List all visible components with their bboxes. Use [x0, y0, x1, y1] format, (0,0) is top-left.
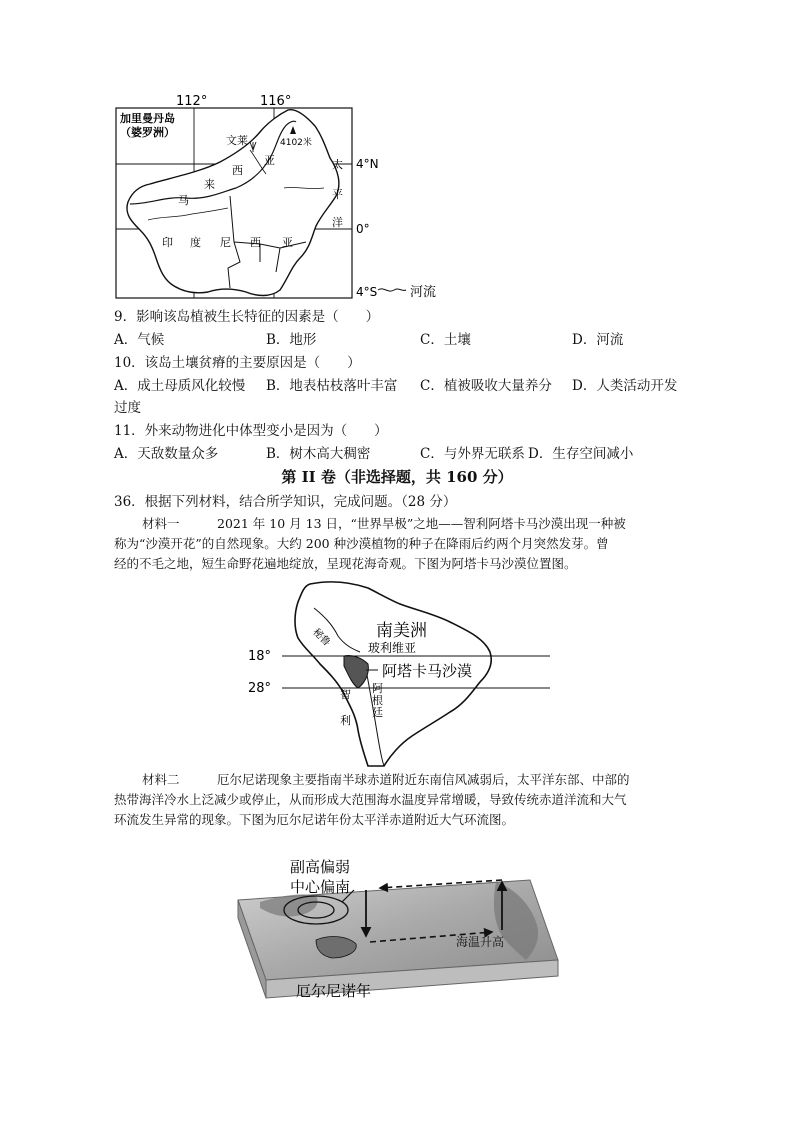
indonesia-char-2: 度 — [190, 236, 201, 249]
el-nino-figure — [230, 852, 570, 1002]
subtropical-high-label-1: 副高偏弱 — [290, 858, 351, 876]
lat-18-label: 18° — [248, 649, 272, 664]
material-1-line-2: 称为“沙漠开花”的自然现象。大约 200 种沙漠植物的种子在降雨后约两个月突然发芽。曾 — [114, 536, 609, 551]
chile-char-2: 利 — [340, 714, 351, 727]
q9-stem: 9．影响该岛植被生长特征的因素是（ ） — [114, 309, 380, 325]
peak-label: 4102米 — [280, 138, 312, 148]
desert-label: 阿塔卡马沙漠 — [382, 662, 473, 680]
argentina-char-2: 根 — [372, 694, 383, 707]
lat-0-label: 0° — [356, 222, 370, 236]
pacific-char-2: 平 — [332, 188, 343, 201]
material-2-line-3: 环流发生异常的现象。下图为厄尔尼诺年份太平洋赤道附近大气环流图。 — [114, 812, 515, 827]
lat-4n-label: 4°N — [356, 157, 379, 171]
q10-option-d[interactable]: D．人类活动开发 — [572, 378, 678, 394]
q9-option-c[interactable]: C．土壤 — [420, 332, 471, 348]
indonesia-char-1: 印 — [162, 236, 173, 249]
q36-stem: 36．根据下列材料，结合所学知识，完成问题。（28 分） — [114, 494, 457, 510]
q9-option-a[interactable]: A．气候 — [114, 332, 165, 348]
indonesia-char-3: 尼 — [220, 236, 231, 249]
material-2-line-2: 热带海洋冷水上泛减少或停止，从而形成大范围海水温度异常增暖，导致传统赤道洋流和大气 — [114, 792, 627, 807]
q11-option-d[interactable]: D．生存空间减小 — [528, 446, 634, 462]
indonesia-char-5: 亚 — [282, 236, 293, 249]
q10-stem: 10．该岛土壤贫瘠的主要原因是（ ） — [114, 355, 361, 371]
bolivia-label: 玻利维亚 — [368, 641, 417, 655]
map-title-2: （婆罗洲） — [120, 126, 175, 139]
q10-option-b[interactable]: B．地表枯枝落叶丰富 — [266, 378, 398, 394]
malaysia-char-4: 亚 — [264, 154, 275, 167]
borneo-map — [110, 92, 460, 302]
q11-option-a[interactable]: A．天敌数量众多 — [114, 446, 219, 462]
argentina-char-1: 阿 — [372, 682, 383, 695]
section-ii-title: 第 II 卷（非选择题，共 160 分） — [281, 468, 513, 486]
material-1-line-1: 材料一 2021 年 10 月 13 日，“世界旱极”之地——智利阿塔卡马沙漠出现一种被 — [142, 516, 626, 531]
pacific-char-1: 太 — [332, 158, 343, 171]
q10-option-d-continuation: 过度 — [114, 400, 141, 416]
material-1-line-3: 经的不毛之地，短生命野花遍地绽放，呈现花海奇观。下图为阿塔卡马沙漠位置图。 — [114, 556, 577, 571]
subtropical-high-label-2: 中心偏南 — [290, 878, 351, 896]
q9-option-d[interactable]: D．河流 — [572, 332, 624, 348]
malaysia-char-2: 来 — [204, 178, 215, 191]
pacific-char-3: 洋 — [332, 216, 343, 229]
south-america-map — [240, 578, 560, 768]
q9-option-b[interactable]: B．地形 — [266, 332, 317, 348]
brunei-label: 文莱 — [226, 134, 248, 147]
material-2-line-1: 材料二 厄尔尼诺现象主要指南半球赤道附近东南信风减弱后，太平洋东部、中部的 — [142, 772, 630, 787]
el-nino-caption: 厄尔尼诺年 — [296, 982, 372, 1000]
q10-option-c[interactable]: C．植被吸收大量养分 — [420, 378, 552, 394]
q10-option-a[interactable]: A．成土母质风化较慢 — [114, 378, 246, 394]
peru-label: 秘鲁 — [310, 626, 333, 649]
lat-28-label: 28° — [248, 681, 272, 696]
malaysia-char-1: 马 — [178, 194, 189, 207]
q11-option-c[interactable]: C．与外界无联系 — [420, 446, 525, 462]
q11-option-b[interactable]: B．树木高大稠密 — [266, 446, 371, 462]
lat-4s-label: 4°S — [356, 285, 378, 299]
chile-char-1: 智 — [340, 688, 351, 701]
map-title-1: 加里曼丹岛 — [120, 112, 175, 125]
argentina-char-3: 廷 — [372, 706, 383, 719]
malaysia-char-3: 西 — [232, 164, 243, 177]
material-1 — [114, 514, 694, 574]
indonesia-char-4: 西 — [250, 236, 261, 249]
legend-river-label: 河流 — [410, 285, 437, 300]
lon-112-label: 112° — [176, 94, 208, 109]
borneo-map-svg — [110, 92, 460, 302]
material-2 — [114, 770, 694, 830]
lon-116-label: 116° — [260, 94, 292, 109]
continent-label: 南美洲 — [376, 621, 427, 641]
el-nino-svg — [230, 852, 570, 1002]
river-legend-icon — [378, 289, 406, 291]
q11-stem: 11．外来动物进化中体型变小是因为（ ） — [114, 423, 388, 439]
south-america-svg — [240, 578, 560, 768]
sea-temp-label: 海温升高 — [456, 935, 505, 949]
